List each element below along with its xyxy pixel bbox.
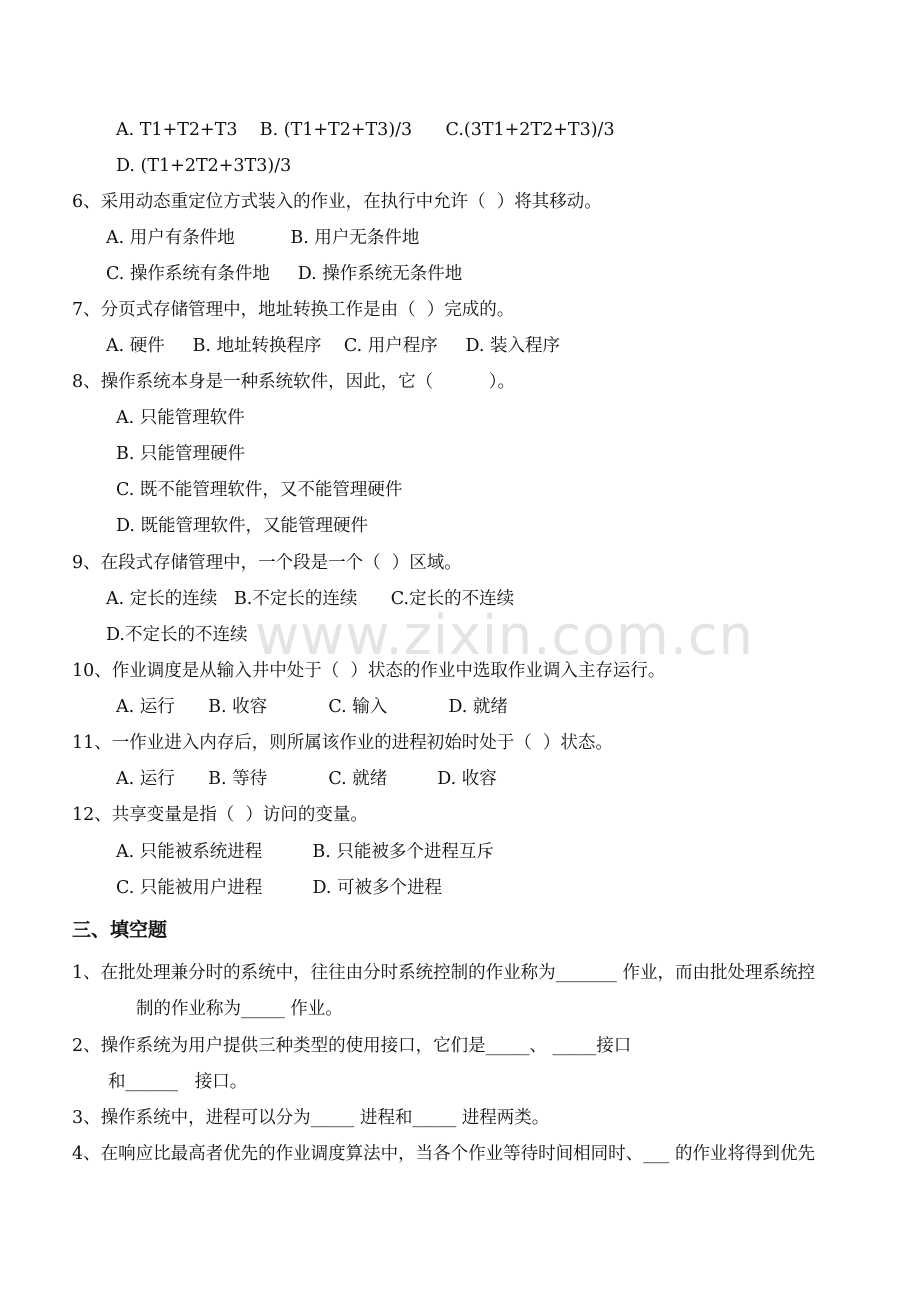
q11-options: A. 运行 B. 等待 C. 就绪 D. 收容	[116, 769, 497, 789]
q8-option-c: C. 既不能管理软件，又不能管理硬件	[116, 480, 403, 500]
q8-option-b: B. 只能管理硬件	[116, 444, 245, 464]
section-title: 三、填空题	[72, 919, 168, 941]
q8-option-d: D. 既能管理软件，又能管理硬件	[116, 516, 369, 536]
q5-options-line1: A. T1+T2+T3 B. (T1+T2+T3)/3 C.(3T1+2T2+T3)/3	[116, 120, 615, 140]
q12-text: 12、共享变量是指（ ）访问的变量。	[72, 805, 368, 825]
q6-text: 6、采用动态重定位方式装入的作业，在执行中允许（ ）将其移动。	[72, 192, 602, 212]
fill-q2-line1: 2、操作系统为用户提供三种类型的使用接口，它们是_____、 _____接口	[72, 1036, 632, 1056]
q12-options-line1: A. 只能被系统进程 B. 只能被多个进程互斥	[116, 842, 494, 862]
watermark: www.zixin.com.cn	[255, 604, 754, 667]
q10-options: A. 运行 B. 收容 C. 输入 D. 就绪	[116, 697, 508, 717]
q8-option-a: A. 只能管理软件	[116, 408, 245, 428]
q5-options-line2: D. (T1+2T2+3T3)/3	[116, 156, 292, 176]
q7-text: 7、分页式存储管理中，地址转换工作是由（ ）完成的。	[72, 300, 515, 320]
q6-options-line2: C. 操作系统有条件地 D. 操作系统无条件地	[106, 264, 463, 284]
q11-text: 11、一作业进入内存后，则所属该作业的进程初始时处于（ ）状态。	[72, 733, 613, 753]
q10-text: 10、作业调度是从输入井中处于（ ）状态的作业中选取作业调入主存运行。	[72, 661, 666, 681]
q9-options-line1: A. 定长的连续 B.不定长的连续 C.定长的不连续	[106, 589, 515, 609]
q12-options-line2: C. 只能被用户进程 D. 可被多个进程	[116, 878, 442, 898]
fill-q1-line1: 1、在批处理兼分时的系统中，往往由分时系统控制的作业称为_______ 作业，而由批处理系统控	[72, 963, 815, 983]
fill-q4-line1: 4、在响应比最高者优先的作业调度算法中，当各个作业等待时间相同时、___ 的作业将得到优先	[72, 1144, 815, 1164]
fill-q1-line2: 制的作业称为_____ 作业。	[136, 999, 343, 1019]
q8-text: 8、操作系统本身是一种系统软件，因此，它（ ）。	[72, 372, 516, 392]
q6-options-line1: A. 用户有条件地 B. 用户无条件地	[106, 228, 420, 248]
q7-options: A. 硬件 B. 地址转换程序 C. 用户程序 D. 装入程序	[106, 336, 561, 356]
q9-options-line2: D.不定长的不连续	[106, 625, 248, 645]
fill-q3: 3、操作系统中，进程可以分为_____ 进程和_____ 进程两类。	[72, 1108, 550, 1128]
fill-q2-line2: 和______ 接口。	[108, 1072, 248, 1092]
q9-text: 9、在段式存储管理中，一个段是一个（ ）区域。	[72, 553, 462, 573]
